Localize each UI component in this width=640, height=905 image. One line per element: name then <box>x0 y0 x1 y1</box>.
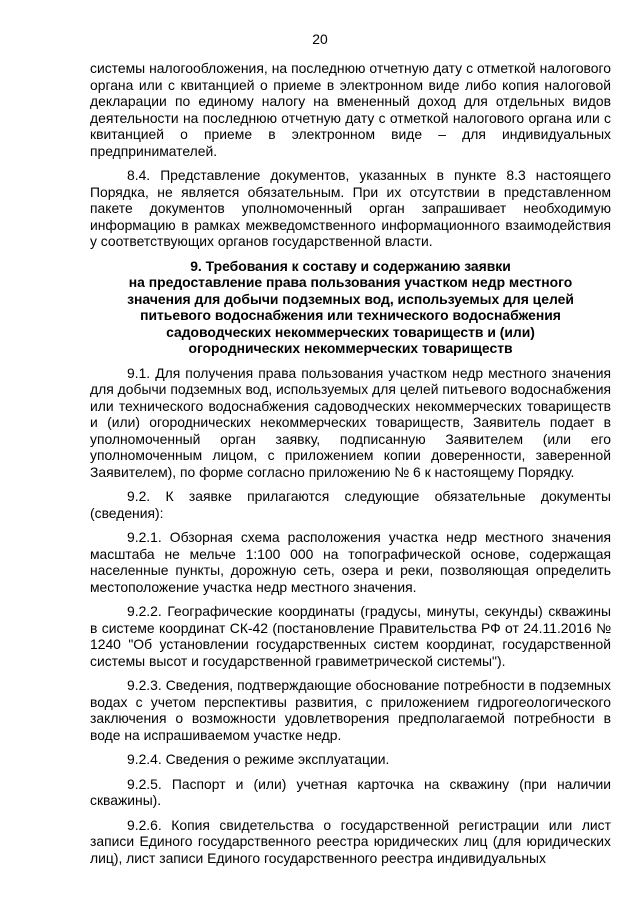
paragraph-9-2-5: 9.2.5. Паспорт и (или) учетная карточка на скважину (при наличии скважины). <box>90 775 611 808</box>
heading-line: садоводческих некоммерческих товариществ и (или) <box>166 323 535 340</box>
paragraph-9-2-2: 9.2.2. Географические координаты (градусы, минуты, секунды) скважины в системе координат СК-42 (постановление Правительства РФ от 24.11.2016 № 1240 "Об установлении государственных систем координат, государственной системы высот и государственной гравиметрической системы"). <box>90 603 611 669</box>
heading-line: значения для добычи подземных вод, используемых для целей <box>127 290 574 307</box>
paragraph-tax-continuation: системы налогообложения, на последнюю отчетную дату с отметкой налогового органа или с квитанцией о приеме в электронном виде либо копия налоговой декларации по единому налогу на вмененный доход для отдельных видов деятельности на последнюю отчетную дату с отметкой налогового органа или с квитанцией о приеме в электронном виде – для индивидуальных предпринимателей. <box>90 60 611 159</box>
paragraph-9-1: 9.1. Для получения права пользования участком недр местного значения для добычи подземных вод, используемых для целей питьевого водоснабжения или технического водоснабжения садоводческих некоммерческих товариществ и (или) огороднических некоммерческих товариществ, Заявитель подает в уполномоченный орган заявку, подписанную Заявителем (или его уполномоченным лицом, с приложением копии доверенности, заверенной Заявителем), по форме согласно приложению № 6 к настоящему Порядку. <box>90 364 611 480</box>
paragraph-9-2-4: 9.2.4. Сведения о режиме эксплуатации. <box>127 751 390 767</box>
heading-line: питьевого водоснабжения или технического водоснабжения <box>140 307 561 323</box>
paragraph-9-2-6: 9.2.6. Копия свидетельства о государственной регистрации или лист записи Единого государственного реестра юридических лиц (для юридических лиц), лист записи Единого государственного реестра индивидуальных <box>90 816 611 866</box>
heading-line: на предоставление права пользования участком недр местного <box>128 274 573 290</box>
paragraph-9-2-1: 9.2.1. Обзорная схема расположения участка недр местного значения масштаба не мельче 1:100 000 на топографической основе, содержащая населенные пункты, дорожную сеть, озера и реки, позволяющая определить местоположение участка недр местного значения. <box>90 529 611 595</box>
document-body <box>90 60 611 874</box>
paragraph-9-2: 9.2. К заявке прилагаются следующие обязательные документы (сведения): <box>90 488 611 521</box>
heading-line: огороднических некоммерческих товариществ <box>188 340 513 356</box>
page-number: 20 <box>312 31 328 47</box>
paragraph-9-2-3: 9.2.3. Сведения, подтверждающие обоснование потребности в подземных водах с учетом перспективы развития, с приложением гидрогеологического заключения о возможности удовлетворения предполагаемой потребности в воде на испрашиваемом участке недр. <box>90 677 611 743</box>
paragraph-8-4: 8.4. Представление документов, указанных в пункте 8.3 настоящего Порядка, не является обязательным. При их отсутствии в представленном пакете документов уполномоченный орган запрашивает необходимую информацию в рамках межведомственного информационного взаимодействия у соответствующих органов государственной власти. <box>90 167 611 249</box>
heading-line: 9. Требования к составу и содержанию заявки <box>190 257 511 274</box>
section-9-heading <box>90 258 611 357</box>
